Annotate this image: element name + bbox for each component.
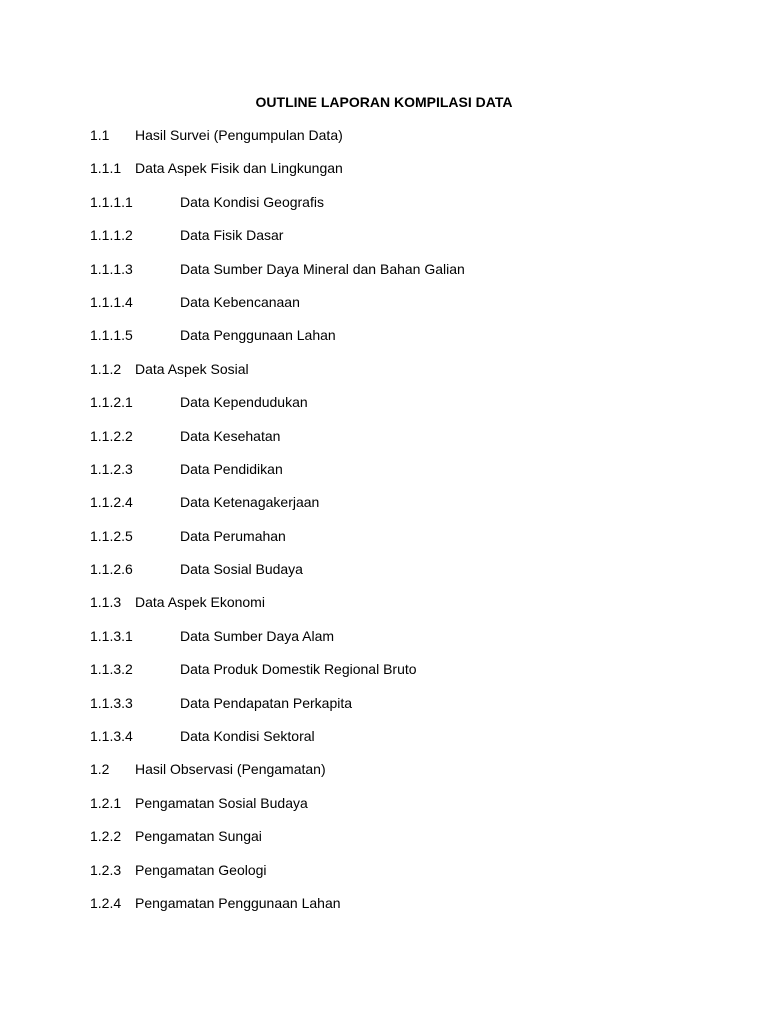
outline-item [90,660,730,693]
outline-item [90,193,730,226]
outline-item-text: Data Kondisi Sektoral [180,728,315,745]
outline-item [90,393,730,426]
outline-item [90,894,730,927]
outline-item-text: Pengamatan Sosial Budaya [135,794,308,811]
outline-item-number: 1.1.3.3 [90,694,133,711]
outline-item [90,560,730,593]
outline-item-text: Data Produk Domestik Regional Bruto [180,661,417,678]
outline-item-number: 1.1.2.6 [90,561,133,578]
outline-item-text: Pengamatan Sungai [135,828,262,845]
outline-item-text: Data Penggunaan Lahan [180,327,336,344]
outline-item-number: 1.1.1.1 [90,193,133,210]
outline-item [90,326,730,359]
outline-item-number: 1.1.1.5 [90,327,133,344]
outline-item [90,861,730,894]
outline-item-text: Data Kondisi Geografis [180,193,324,210]
outline-item-text: Pengamatan Geologi [135,861,267,878]
outline-item [90,460,730,493]
outline-item [90,260,730,293]
outline-item-number: 1.1.2.3 [90,460,133,477]
outline-list [90,126,730,927]
outline-item [90,593,730,626]
outline-item-text: Data Sosial Budaya [180,561,303,578]
outline-item-number: 1.1.3 [90,594,122,611]
outline-item-text: Data Aspek Fisik dan Lingkungan [135,160,343,177]
document-title: OUTLINE LAPORAN KOMPILASI DATA [255,94,513,110]
outline-item [90,226,730,259]
outline-item [90,126,730,159]
outline-item [90,760,730,793]
outline-item-number: 1.1.2.1 [90,394,133,411]
outline-item [90,627,730,660]
outline-item [90,827,730,860]
outline-item-text: Data Aspek Sosial [135,360,249,377]
outline-item [90,360,730,393]
outline-item-number: 1.1.1.2 [90,227,133,244]
outline-item-number: 1.2 [90,761,110,778]
outline-item-number: 1.1.1.3 [90,260,133,277]
outline-item-number: 1.1.1.4 [90,293,133,310]
outline-item [90,159,730,192]
outline-item-text: Data Sumber Daya Mineral dan Bahan Galian [180,260,465,277]
outline-item-text: Data Fisik Dasar [180,227,284,244]
outline-item-number: 1.1.2.2 [90,427,133,444]
outline-item [90,727,730,760]
outline-item-text: Data Sumber Daya Alam [180,627,335,644]
outline-item [90,694,730,727]
outline-item-text: Hasil Survei (Pengumpulan Data) [135,127,343,143]
outline-item [90,427,730,460]
outline-item-number: 1.2.3 [90,861,122,878]
outline-item-text: Data Kebencanaan [180,293,300,310]
outline-item-number: 1.2.1 [90,794,122,811]
outline-item-number: 1.1 [90,127,110,143]
outline-item-text: Data Perumahan [180,527,286,544]
outline-item-text: Pengamatan Penggunaan Lahan [135,894,341,911]
outline-item [90,794,730,827]
outline-item-number: 1.1.2.5 [90,527,133,544]
outline-item-text: Data Kesehatan [180,427,281,444]
outline-item-text: Data Kependudukan [180,394,308,411]
outline-item-number: 1.1.3.1 [90,627,133,644]
outline-item [90,293,730,326]
outline-item [90,527,730,560]
outline-item-number: 1.2.4 [90,894,122,911]
outline-item-number: 1.1.2.4 [90,494,133,511]
outline-item-text: Data Pendidikan [180,460,283,477]
outline-item-text: Data Pendapatan Perkapita [180,694,353,711]
outline-item-text: Data Ketenagakerjaan [180,494,320,511]
outline-item-text: Data Aspek Ekonomi [135,594,265,611]
outline-item-number: 1.1.2 [90,360,122,377]
outline-item-number: 1.1.1 [90,160,122,177]
outline-item-text: Hasil Observasi (Pengamatan) [135,761,326,778]
outline-item-number: 1.2.2 [90,828,122,845]
outline-item [90,493,730,526]
outline-item-number: 1.1.3.4 [90,728,133,745]
outline-item-number: 1.1.3.2 [90,661,133,678]
